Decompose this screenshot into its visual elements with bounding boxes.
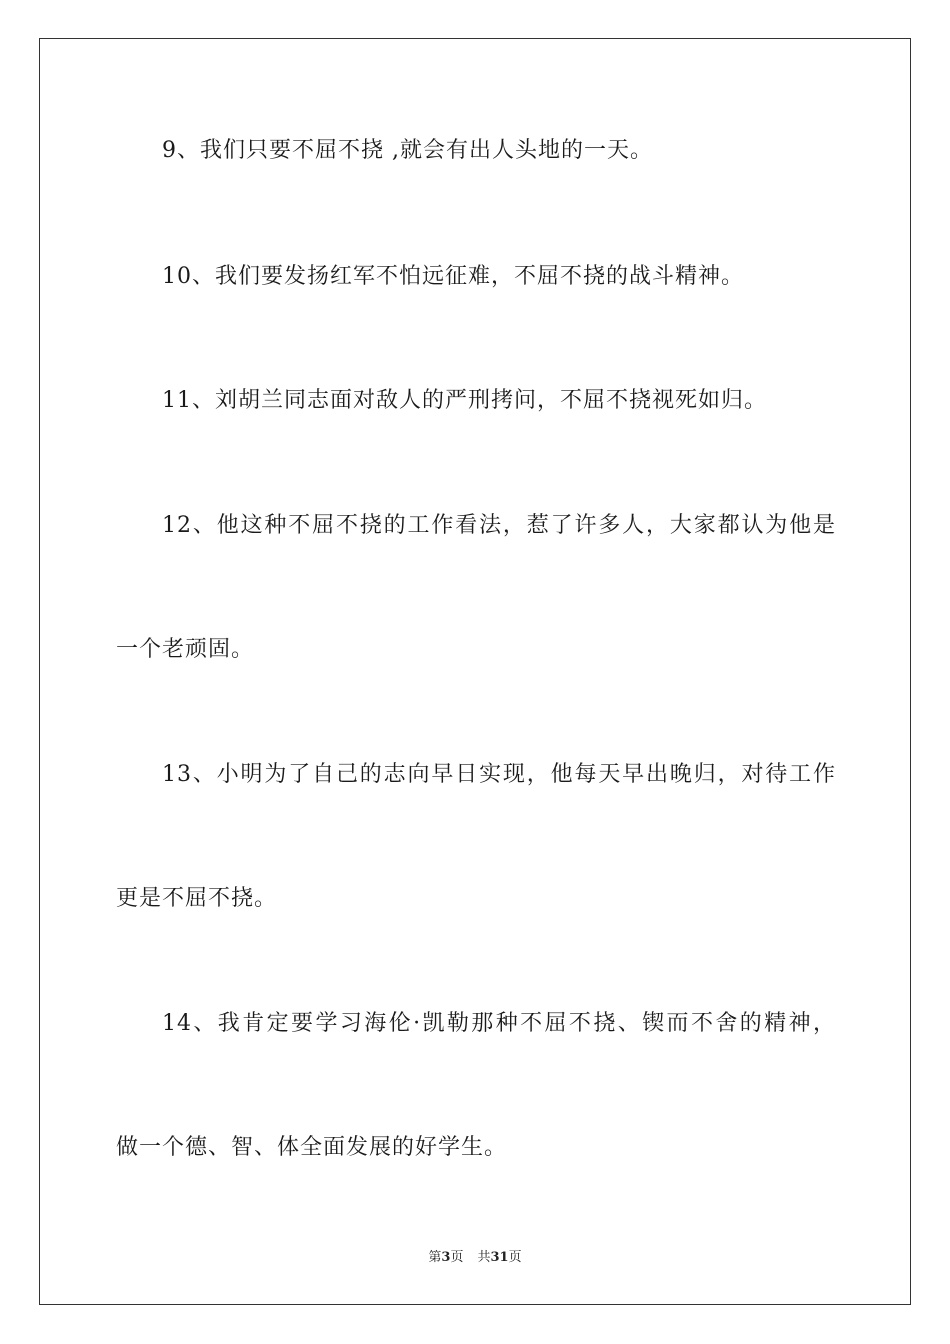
page-footer (0, 1246, 950, 1265)
page-frame (39, 38, 911, 1305)
page-prefix: 第 (428, 1250, 442, 1265)
paragraph-12-line-1: 12、他这种不屈不挠的工作看法，惹了许多人，大家都认为他是 (162, 513, 836, 538)
paragraph-14-line-1: 14、我肯定要学习海伦·凯勒那种不屈不挠、锲而不舍的精神， (162, 1011, 836, 1036)
paragraph-10: 10、我们要发扬红军不怕远征难，不屈不挠的战斗精神。 (162, 264, 744, 289)
total-prefix: 共 (477, 1250, 491, 1265)
paragraph-14-line-2: 做一个德、智、体全面发展的好学生。 (116, 1135, 508, 1160)
total-unit: 页 (508, 1250, 522, 1265)
paragraph-13-line-2: 更是不屈不挠。 (116, 886, 278, 911)
paragraph-13-line-1: 13、小明为了自己的志向早日实现，他每天早出晚归，对待工作 (162, 762, 836, 787)
page-unit: 页 (450, 1250, 464, 1265)
page-total: 31 (490, 1250, 509, 1265)
paragraph-9: 9、我们只要不屈不挠 ,就会有出人头地的一天。 (162, 138, 653, 163)
paragraph-12-line-2: 一个老顽固。 (116, 637, 255, 662)
page-current: 3 (441, 1250, 451, 1265)
paragraph-11: 11、刘胡兰同志面对敌人的严刑拷问，不屈不挠视死如归。 (162, 388, 767, 413)
